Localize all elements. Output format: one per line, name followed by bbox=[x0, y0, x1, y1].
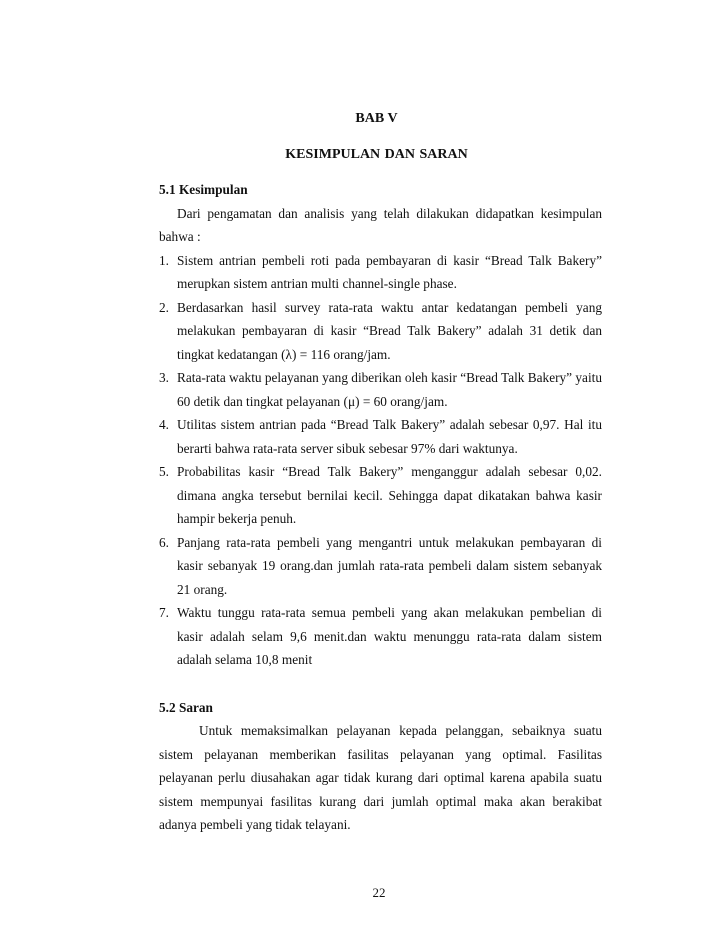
list-item-number: 5. bbox=[159, 464, 169, 479]
section-intro: Dari pengamatan dan analisis yang telah dilakukan didapatkan kesimpulan bahwa : bbox=[159, 205, 602, 244]
section-heading-saran: 5.2 Saran bbox=[159, 699, 213, 715]
page-content bbox=[159, 178, 602, 837]
list-item bbox=[159, 413, 602, 460]
list-item-number: 3. bbox=[159, 370, 169, 385]
list-item-text: Utilitas sistem antrian pada “Bread Talk Bakery” adalah sebesar 0,97. Hal itu berarti bahwa rata-rata server sibuk sebesar 97% dari waktunya. bbox=[177, 417, 602, 456]
list-item-text: Berdasarkan hasil survey rata-rata waktu antar kedatangan pembeli yang melakukan pembayaran di kasir “Bread Talk Bakery” adalah 31 detik dan tingkat kedatangan (λ) = 116 orang/jam. bbox=[177, 299, 602, 362]
list-item-text: Rata-rata waktu pelayanan yang diberikan oleh kasir “Bread Talk Bakery” yaitu 60 detik dan tingkat pelayanan (μ) = 60 orang/jam. bbox=[177, 370, 602, 409]
saran-paragraph: Untuk memaksimalkan pelayanan kepada pelanggan, sebaiknya suatu sistem pelayanan memberikan fasilitas pelayanan yang optimal. Fasilitas pelayanan perlu diusahakan agar tidak kurang dari optimal karena apabila suatu sistem mempunyai fasilitas kurang dari jumlah optimal maka akan berakibat adanya pembeli yang tidak telayani. bbox=[159, 723, 602, 832]
list-item bbox=[159, 460, 602, 531]
list-item bbox=[159, 249, 602, 296]
list-item-number: 6. bbox=[159, 534, 169, 550]
section-spacer bbox=[159, 672, 602, 696]
page-number: 22 bbox=[372, 885, 386, 900]
list-item-number: 1. bbox=[159, 252, 169, 268]
list-item bbox=[159, 601, 602, 672]
list-item-number: 4. bbox=[159, 417, 169, 432]
conclusion-list bbox=[159, 249, 602, 672]
list-item-text: Probabilitas kasir “Bread Talk Bakery” menganggur adalah sebesar 0,02. dimana angka tersebut bernilai kecil. Sehingga dapat dikatakan bahwa kasir hampir bekerja penuh. bbox=[177, 464, 602, 526]
chapter-title: KESIMPULAN DAN SARAN bbox=[285, 147, 468, 162]
chapter-number: BAB V bbox=[355, 111, 398, 126]
list-item-text: Waktu tunggu rata-rata semua pembeli yang akan melakukan pembelian di kasir adalah selam 9,6 menit.dan waktu menunggu rata-rata dalam sistem adalah selama 10,8 menit bbox=[177, 605, 602, 667]
list-item bbox=[159, 296, 602, 367]
section-heading-kesimpulan: 5.1 Kesimpulan bbox=[159, 182, 248, 197]
list-item bbox=[159, 366, 602, 413]
list-item-text: Panjang rata-rata pembeli yang mengantri untuk melakukan pembayaran di kasir sebanyak 19 orang.dan jumlah rata-rata pembeli dalam sistem sebanyak 21 orang. bbox=[177, 534, 602, 597]
list-item-text: Sistem antrian pembeli roti pada pembayaran di kasir “Bread Talk Bakery” merupkan sistem antrian multi channel-single phase. bbox=[177, 252, 602, 291]
list-item-number: 7. bbox=[159, 605, 169, 620]
list-item bbox=[159, 531, 602, 602]
list-item-number: 2. bbox=[159, 299, 169, 315]
